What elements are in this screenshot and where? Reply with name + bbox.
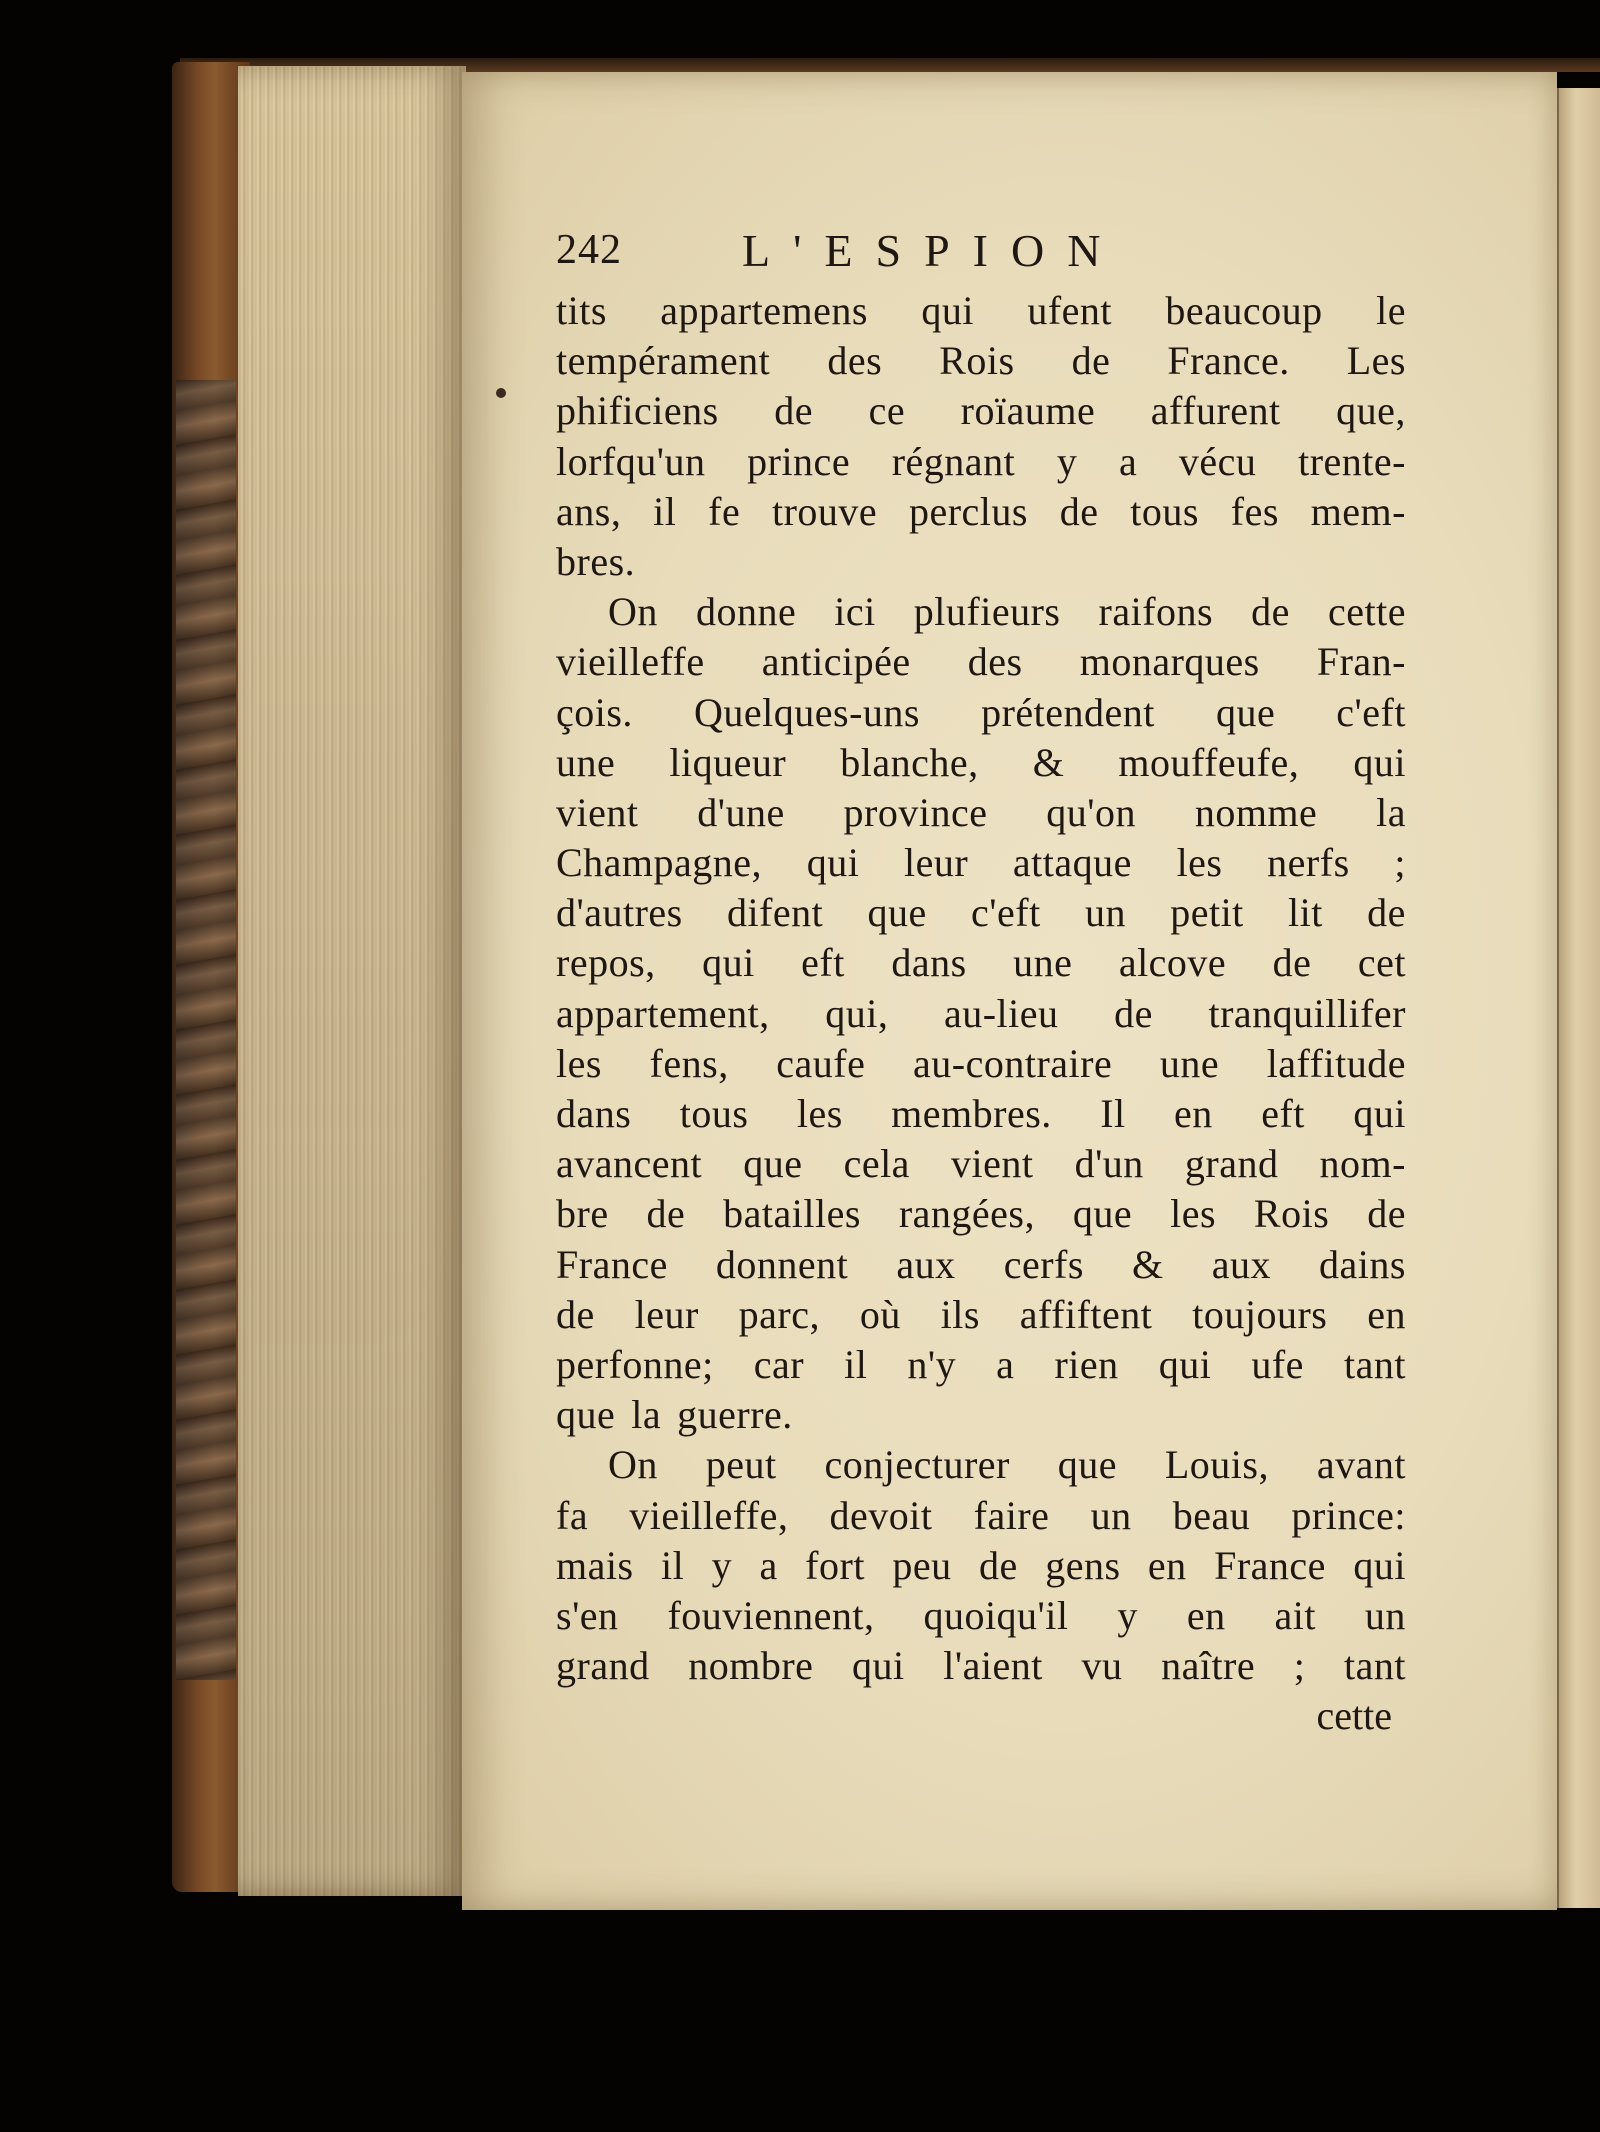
word: perclus — [908, 488, 1028, 534]
text-line — [556, 1541, 1406, 1591]
word: çois. — [556, 689, 633, 735]
word: Il — [1100, 1091, 1126, 1136]
word: au-lieu — [943, 990, 1059, 1036]
word: de — [1367, 890, 1406, 936]
word: prétendent — [981, 689, 1155, 735]
word: y — [1117, 1592, 1138, 1638]
word: une — [1159, 1040, 1220, 1086]
word: France. — [1167, 338, 1290, 384]
word: a — [759, 1542, 778, 1588]
text-line — [556, 838, 1406, 888]
word: a — [1119, 438, 1138, 484]
word: aux — [896, 1241, 956, 1287]
word: il — [660, 1542, 685, 1588]
word: de — [646, 1191, 686, 1237]
text-line — [556, 1189, 1406, 1239]
word: c'eft — [971, 890, 1041, 936]
word: qui, — [825, 990, 889, 1036]
word: attaque — [1012, 840, 1132, 886]
word: petit — [1170, 890, 1244, 936]
word: batailles — [723, 1191, 861, 1237]
word: faire — [973, 1492, 1050, 1538]
running-head: L'ESPION — [742, 225, 1124, 276]
word: leur — [634, 1291, 699, 1337]
word: qui — [852, 1643, 905, 1689]
word: cet — [1357, 940, 1406, 986]
word: nom- — [1319, 1141, 1406, 1187]
word: fort — [805, 1542, 865, 1588]
word: mais — [556, 1542, 634, 1588]
text-line — [556, 1641, 1406, 1691]
word: trouve — [771, 488, 878, 534]
word: tant — [1343, 1341, 1406, 1387]
word: devoit — [829, 1492, 933, 1538]
word: tranquillifer — [1208, 990, 1406, 1036]
text-line — [556, 688, 1406, 738]
word: France — [556, 1241, 668, 1287]
word: & — [1032, 739, 1065, 785]
word: tous — [679, 1091, 749, 1136]
word: mouffeufe, — [1118, 739, 1300, 785]
word: en — [1174, 1091, 1213, 1136]
word: donne — [695, 589, 797, 635]
text-line — [556, 1290, 1406, 1340]
word: en — [1186, 1592, 1226, 1638]
word: un — [1364, 1592, 1406, 1638]
word: il — [653, 488, 677, 534]
word: lit — [1288, 890, 1323, 936]
word: y — [711, 1542, 733, 1588]
word: bres. — [556, 538, 636, 584]
word: Champagne, — [556, 840, 763, 886]
word: que — [867, 890, 927, 936]
word: fa — [556, 1492, 589, 1538]
text-line — [556, 989, 1406, 1039]
word: laffitude — [1266, 1040, 1406, 1086]
word: que, — [1336, 388, 1406, 434]
word: tous — [1130, 488, 1199, 534]
word: des — [967, 639, 1023, 685]
page-edges — [238, 66, 466, 1896]
word: vient — [556, 789, 639, 835]
word: qui — [806, 840, 860, 886]
word: vécu — [1178, 438, 1257, 484]
word: affurent — [1150, 388, 1281, 434]
word: fens, — [649, 1040, 729, 1086]
word: de — [1367, 1191, 1406, 1237]
word: qui — [1353, 739, 1406, 785]
word: membres. — [891, 1091, 1052, 1136]
word: y — [1056, 438, 1078, 484]
word: ; — [1394, 840, 1406, 886]
word: blanche, — [840, 739, 979, 785]
text-line — [556, 1240, 1406, 1290]
word: ce — [868, 388, 906, 434]
word: alcove — [1118, 940, 1227, 986]
word: vu — [1081, 1643, 1123, 1689]
word: dains — [1319, 1241, 1406, 1287]
word: guerre. — [677, 1392, 793, 1438]
text-line — [556, 1089, 1406, 1139]
word: qui — [1353, 1542, 1406, 1588]
word: une — [1013, 940, 1073, 986]
word: lorfqu'un — [556, 438, 706, 484]
word: mem- — [1310, 488, 1406, 534]
word: nomme — [1194, 789, 1318, 835]
word: tant — [1344, 1643, 1406, 1689]
word: avancent — [556, 1141, 703, 1187]
word: les — [796, 1091, 843, 1136]
word: que — [1072, 1191, 1133, 1237]
word: eft — [1261, 1091, 1305, 1136]
text-line — [556, 336, 1406, 386]
word: appartement, — [556, 990, 770, 1036]
facing-page-edge — [1557, 88, 1600, 1908]
text-line — [556, 1340, 1406, 1390]
word: roïaume — [960, 388, 1096, 434]
word: Rois — [1253, 1191, 1330, 1237]
word: parc, — [738, 1291, 820, 1337]
text-line — [556, 738, 1406, 788]
word: conjecturer — [824, 1442, 1010, 1488]
word: ufent — [1027, 288, 1113, 333]
word: où — [859, 1291, 901, 1337]
page-header — [556, 226, 1406, 286]
word: liqueur — [669, 739, 787, 785]
word: beau — [1172, 1492, 1251, 1538]
word: la — [1376, 789, 1406, 835]
word: une — [556, 739, 616, 785]
word: avant — [1316, 1442, 1406, 1488]
word: bre — [556, 1191, 609, 1237]
word: ans, — [556, 488, 622, 534]
word: qui — [702, 940, 755, 986]
word: qui — [1158, 1341, 1212, 1387]
word: prince — [747, 438, 851, 484]
word: dans — [556, 1091, 632, 1136]
word: la — [631, 1392, 662, 1438]
text-line — [556, 1591, 1406, 1641]
word: nerfs — [1267, 840, 1350, 886]
word: de — [979, 1542, 1018, 1588]
word: s'en — [556, 1592, 619, 1638]
word: de — [1071, 338, 1111, 384]
word: un — [1090, 1492, 1132, 1538]
page-text — [556, 226, 1406, 1741]
word: ils — [940, 1291, 980, 1337]
word: que — [1215, 689, 1276, 735]
word: vieilleffe, — [629, 1492, 789, 1538]
word: qui — [1353, 1091, 1406, 1136]
word: ici — [834, 589, 876, 635]
word: d'une — [697, 789, 785, 835]
text-line — [556, 1139, 1406, 1189]
word: difent — [726, 890, 824, 936]
text-line — [556, 788, 1406, 838]
word: aux — [1211, 1241, 1271, 1287]
text-line — [556, 637, 1406, 687]
word: d'un — [1074, 1141, 1144, 1187]
word: appartemens — [660, 288, 868, 333]
word: gens — [1045, 1542, 1121, 1588]
word: Les — [1346, 338, 1406, 384]
text-line — [556, 1039, 1406, 1089]
word: de — [774, 388, 814, 434]
word: cerfs — [1003, 1241, 1084, 1287]
word: affiftent — [1019, 1291, 1153, 1337]
word: des — [827, 338, 883, 384]
text-line — [556, 587, 1406, 637]
word: ait — [1274, 1592, 1316, 1638]
word: & — [1132, 1241, 1164, 1287]
word: d'autres — [556, 890, 683, 936]
word: dans — [891, 940, 967, 986]
text-line — [556, 888, 1406, 938]
word: en — [1147, 1542, 1187, 1588]
word: leur — [904, 840, 969, 886]
word: France — [1214, 1542, 1326, 1588]
word: peu — [892, 1542, 952, 1588]
word: vient — [951, 1141, 1034, 1187]
text-line — [556, 938, 1406, 988]
word: rangées, — [898, 1191, 1035, 1237]
word: Fran- — [1316, 639, 1406, 685]
text-line — [556, 1491, 1406, 1541]
text-line — [556, 487, 1406, 537]
word: donnent — [715, 1241, 849, 1287]
word: toujours — [1192, 1291, 1328, 1337]
word: ufe — [1251, 1341, 1304, 1387]
word: phificiens — [556, 388, 719, 434]
ink-speck — [496, 388, 506, 398]
word: beaucoup — [1165, 288, 1323, 333]
word: au-contraire — [913, 1040, 1113, 1086]
word: que — [556, 1392, 616, 1438]
word: Quelques-uns — [694, 689, 920, 735]
word: a — [996, 1341, 1015, 1387]
word: cela — [843, 1141, 910, 1187]
word: tempérament — [556, 338, 771, 384]
text-line — [556, 386, 1406, 436]
text-line — [556, 1440, 1406, 1490]
word: les — [1176, 840, 1223, 886]
word: grand — [1184, 1141, 1279, 1187]
word: tits — [556, 288, 607, 333]
word: plufieurs — [913, 589, 1061, 635]
word: régnant — [891, 438, 1016, 484]
word: de — [1059, 488, 1099, 534]
word: fouviennent, — [667, 1592, 875, 1638]
word: de — [1251, 589, 1290, 635]
marbled-endpaper — [176, 380, 236, 1680]
word: de — [556, 1291, 595, 1337]
text-line — [556, 286, 1406, 336]
word: les — [1170, 1191, 1217, 1237]
word: caufe — [776, 1040, 866, 1086]
word: vieilleffe — [556, 639, 705, 685]
word: fes — [1230, 488, 1279, 534]
word: trente- — [1298, 438, 1406, 484]
word: eft — [801, 940, 845, 986]
page-number: 242 — [556, 227, 622, 273]
text-line — [556, 437, 1406, 487]
word: perfonne; — [556, 1341, 714, 1387]
word: cette — [1327, 589, 1406, 635]
word: On — [608, 589, 658, 635]
word: On — [608, 1442, 658, 1488]
word: un — [1084, 890, 1126, 936]
text-line — [556, 537, 1406, 587]
word: les — [556, 1040, 602, 1086]
catchword: cette — [1316, 1693, 1392, 1739]
word: qu'on — [1046, 789, 1137, 835]
word: le — [1376, 288, 1406, 333]
word: de — [1114, 990, 1153, 1036]
word: fe — [708, 488, 741, 534]
word: c'eft — [1336, 689, 1406, 735]
word: que — [743, 1141, 803, 1187]
word: monarques — [1079, 639, 1260, 685]
word: repos, — [556, 940, 656, 986]
body-text — [556, 286, 1406, 1691]
word: Rois — [939, 338, 1015, 384]
word: raifons — [1098, 589, 1214, 635]
word: province — [843, 789, 988, 835]
word: car — [753, 1341, 805, 1387]
word: anticipée — [761, 639, 911, 685]
word: l'aient — [943, 1643, 1043, 1689]
word: de — [1272, 940, 1312, 986]
text-line — [556, 1390, 1406, 1440]
word: en — [1367, 1291, 1406, 1337]
word: qui — [921, 288, 974, 333]
word: n'y — [907, 1341, 957, 1387]
word: Louis, — [1164, 1442, 1269, 1488]
word: ; — [1293, 1643, 1306, 1689]
word: naître — [1161, 1643, 1256, 1689]
word: rien — [1054, 1341, 1119, 1387]
word: prince: — [1291, 1492, 1406, 1538]
word: il — [844, 1341, 868, 1387]
word: grand — [556, 1643, 650, 1689]
word: nombre — [688, 1643, 814, 1689]
word: peut — [705, 1442, 777, 1488]
word: que — [1057, 1442, 1117, 1488]
word: quoiqu'il — [923, 1592, 1069, 1638]
